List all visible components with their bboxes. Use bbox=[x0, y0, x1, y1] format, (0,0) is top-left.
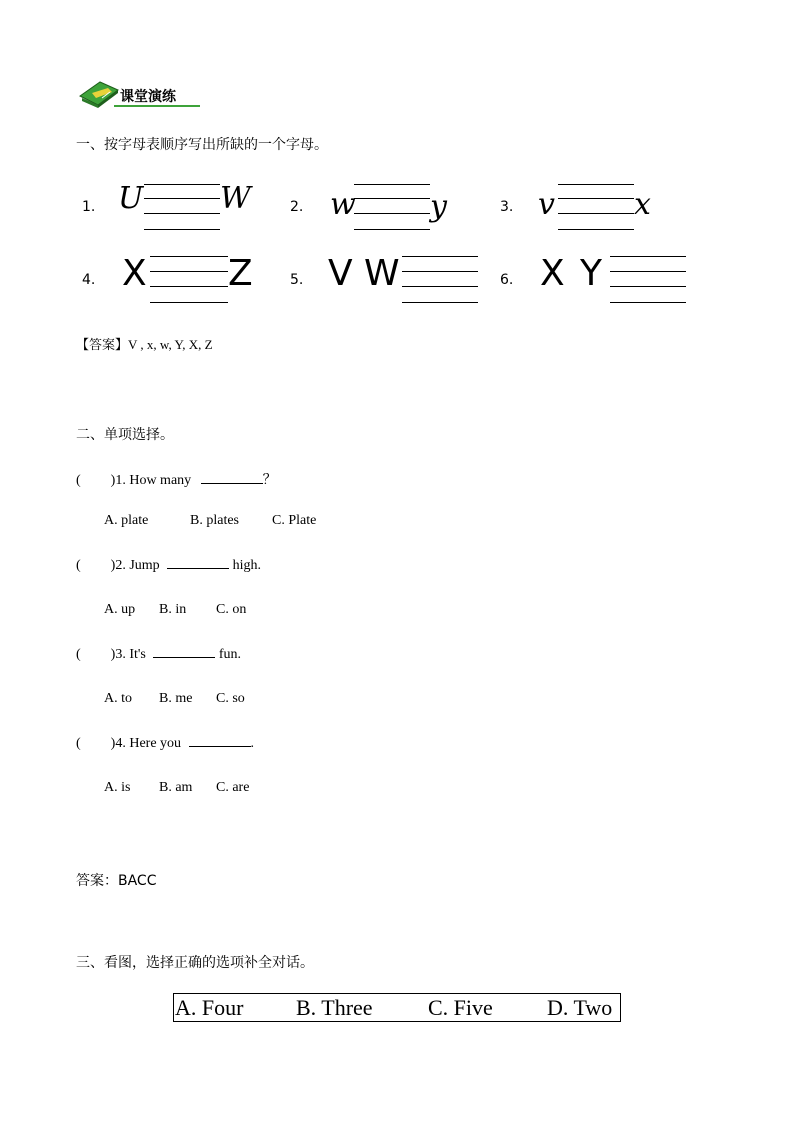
question-text: )4. Here you bbox=[110, 736, 182, 751]
letter-after: y bbox=[430, 189, 447, 224]
question-text: )1. How many bbox=[110, 473, 192, 488]
option: C. so bbox=[216, 691, 245, 706]
letter-before: X bbox=[122, 253, 147, 294]
guide-line bbox=[402, 302, 478, 303]
header-title: 课堂演练 bbox=[120, 89, 176, 105]
guide-line bbox=[354, 213, 430, 214]
section2-title: 二、单项选择。 bbox=[76, 427, 174, 443]
guide-line bbox=[354, 184, 430, 185]
guide-line bbox=[558, 198, 634, 199]
answer-blank bbox=[153, 656, 215, 658]
option: B. in bbox=[159, 602, 187, 617]
guide-line bbox=[144, 213, 220, 214]
guide-line bbox=[558, 184, 634, 185]
options-2 bbox=[104, 602, 247, 618]
question-paren: ( bbox=[76, 558, 81, 573]
guide-line bbox=[402, 271, 478, 272]
section3-title: 三、看图，选择正确的选项补全对话。 bbox=[76, 955, 314, 971]
guide-line bbox=[144, 184, 220, 185]
letter-after: Z bbox=[228, 253, 253, 294]
question-after: ？ bbox=[262, 472, 277, 488]
guide-line bbox=[610, 271, 686, 272]
letter-before: U bbox=[118, 181, 144, 216]
question-3 bbox=[76, 647, 241, 663]
letter-first: V bbox=[328, 253, 353, 294]
guide-line bbox=[150, 286, 228, 287]
option: A. up bbox=[104, 602, 136, 617]
section1-title: 一、按字母表顺序写出所缺的一个字母。 bbox=[76, 137, 328, 153]
guide-line bbox=[150, 256, 228, 257]
guide-line bbox=[558, 213, 634, 214]
answer-text: V , x, w, Y, X, Z bbox=[128, 337, 213, 352]
question-paren: ( bbox=[76, 736, 81, 751]
guide-line bbox=[150, 302, 228, 303]
question-paren: ( bbox=[76, 473, 81, 488]
letter-second: Y bbox=[580, 253, 602, 294]
question-paren: ( bbox=[76, 647, 81, 662]
header-underline bbox=[114, 105, 200, 107]
guide-line bbox=[144, 229, 220, 230]
option: C. are bbox=[216, 780, 250, 795]
options-1 bbox=[104, 513, 317, 529]
letter-before: v bbox=[538, 187, 555, 222]
option-d: D. Two bbox=[547, 995, 613, 1020]
option: C. on bbox=[216, 602, 247, 617]
guide-line bbox=[610, 286, 686, 287]
section1-answer bbox=[76, 334, 213, 354]
option-b: B. Three bbox=[296, 995, 373, 1020]
guide-line bbox=[558, 229, 634, 230]
answer-label: 【答案】 bbox=[76, 338, 129, 353]
option: A. plate bbox=[104, 513, 149, 528]
option: A. to bbox=[104, 691, 132, 706]
item-number: 2. bbox=[290, 199, 304, 215]
question-after: . bbox=[250, 736, 255, 751]
letter-second: W bbox=[364, 253, 400, 294]
guide-line bbox=[402, 256, 478, 257]
letter-first: X bbox=[540, 253, 565, 294]
option: A. is bbox=[104, 780, 131, 795]
guide-line bbox=[402, 286, 478, 287]
item-number: 6. bbox=[500, 272, 514, 288]
guide-line bbox=[610, 302, 686, 303]
question-after: high. bbox=[229, 558, 262, 573]
option-c: C. Five bbox=[428, 995, 493, 1020]
option: B. plates bbox=[190, 513, 239, 528]
guide-line bbox=[354, 229, 430, 230]
option: B. am bbox=[159, 780, 193, 795]
option: B. me bbox=[159, 691, 193, 706]
section-header bbox=[78, 78, 200, 110]
options-4 bbox=[104, 780, 250, 796]
item-number: 1. bbox=[82, 199, 96, 215]
option: C. Plate bbox=[272, 513, 317, 528]
answer-blank bbox=[189, 745, 251, 747]
guide-line bbox=[610, 256, 686, 257]
options-3 bbox=[104, 691, 245, 707]
question-4 bbox=[76, 736, 254, 752]
guide-line bbox=[144, 198, 220, 199]
question-2 bbox=[76, 558, 261, 574]
item-number: 5. bbox=[290, 272, 304, 288]
section2-answer: 答案：BACC bbox=[76, 873, 157, 889]
letter-after: x bbox=[634, 187, 651, 222]
question-1 bbox=[76, 469, 277, 489]
guide-line bbox=[150, 271, 228, 272]
guide-line bbox=[354, 198, 430, 199]
question-text: )3. It's bbox=[110, 647, 146, 662]
book-logo-icon bbox=[78, 78, 120, 108]
answer-blank bbox=[201, 482, 263, 484]
item-number: 3. bbox=[500, 199, 514, 215]
question-text: )2. Jump bbox=[110, 558, 160, 573]
option-a: A. Four bbox=[175, 995, 244, 1020]
letter-after: W bbox=[220, 181, 251, 216]
question-after: fun. bbox=[215, 647, 242, 662]
letter-before: w bbox=[330, 187, 356, 222]
answer-blank bbox=[167, 567, 229, 569]
item-number: 4. bbox=[82, 272, 96, 288]
